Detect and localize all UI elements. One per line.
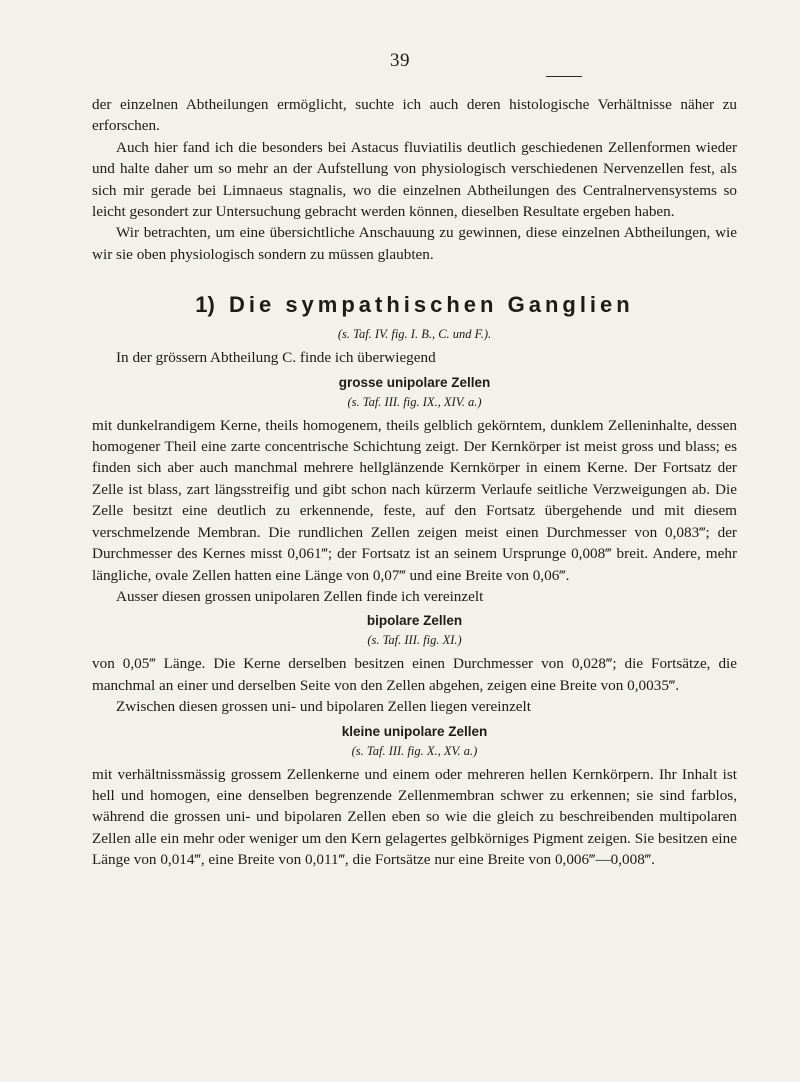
- page-body: [92, 94, 737, 871]
- paragraph-bipolar: von 0,05‴ Länge. Die Kerne derselben besitzen einen Durchmesser von 0,028‴; die Fortsätze, die manchmal an einer und derselben Seite von den Zellen abgehen, zeigen eine Breite von 0,0035‴.: [92, 655, 737, 694]
- paragraph-overview: Wir betrachten, um eine übersichtliche Anschauung zu gewinnen, diese einzelnen Abtheilungen, wie wir sie oben physiologisch sondern zu müssen glaubten.: [92, 224, 737, 263]
- paragraph-continuation: der einzelnen Abtheilungen ermöglicht, suchte ich auch deren histologische Verhältnisse näher zu erforschen.: [92, 96, 737, 135]
- reference-small-unipolar: (s. Taf. III. fig. X., XV. a.): [351, 743, 478, 758]
- paragraph-unipolar-followup: Ausser diesen grossen unipolaren Zellen finde ich vereinzelt: [116, 587, 484, 605]
- section-number: 1): [195, 292, 215, 318]
- page-number-rule: [546, 76, 582, 77]
- subheading-unipolar: grosse unipolare Zellen: [338, 374, 491, 390]
- subheading-small-unipolar: kleine unipolare Zellen: [341, 723, 488, 739]
- paragraph-bipolar-followup: Zwischen diesen grossen uni- und bipolaren Zellen liegen vereinzelt: [116, 698, 531, 716]
- section-reference: (s. Taf. IV. fig. I. B., C. und F.).: [337, 327, 492, 342]
- page-number: 39: [390, 50, 410, 71]
- section-title: Die sympathischen Ganglien: [228, 292, 634, 318]
- reference-bipolar: (s. Taf. III. fig. XI.): [367, 633, 462, 648]
- subheading-bipolar: bipolare Zellen: [366, 613, 463, 629]
- paragraph-unipolar: mit dunkelrandigem Kerne, theils homogenem, theils gelblich gekörntem, dunklem Zelleninhalte, dessen homogener Theil eine zarte concentrische Schichtung zeigt. Der Kernkörper ist meist gross und blass; es finden sich aber auch manchmal mehrere hellglänzende Kernkörper in einem Kerne. Der Fortsatz der Zelle ist blass, zart längsstreifig und gibt schon nach kürzerm Verlaufe seitliche Verzweigungen ab. Die Zelle besitzt eine deutlich zu erkennende, feste, auf den Fortsatz übergehende und mit diesem verschmelzende Membran. Die rundlichen Zellen zeigen meist einen Durchmesser von 0,083‴; der Durchmesser des Kernes misst 0,061‴; der Fortsatz ist an seinem Ursprunge 0,008‴ breit. Andere, mehr längliche, ovale Zellen hatten eine Länge von 0,07‴ und eine Breite von 0,06‴.: [92, 416, 737, 584]
- paragraph-astacus: Auch hier fand ich die besonders bei Astacus fluviatilis deutlich geschiedenen Zellenformen wieder und halte daher um so mehr an der Aufstellung von physiologisch verschiedenen Nervenzellen fest, als sich mir gerade bei Limnaeus stagnalis, wo die einzelnen Abtheilungen des Centralnervensystems so leicht gesondert zur Untersuchung gebracht werden können, dieselben Resultate ergeben haben.: [92, 138, 737, 221]
- paragraph-small-unipolar: mit verhältnissmässig grossem Zellenkerne und einem oder mehreren hellen Kernkörpern. Ihr Inhalt ist hell und homogen, eine denselben begrenzende Zellenmembran schwer zu erkennen; sie sind farblos, während die grossen uni- und bipolaren Zellen eben so wie die gleich zu beschreibenden multipolaren Zellen alle ein mehr oder weniger um den Kern gelagertes gelbkörniges Pigment zeigen. Sie besitzen eine Länge von 0,014‴, eine Breite von 0,011‴, die Fortsätze nur eine Breite von 0,006‴—0,008‴.: [92, 765, 737, 869]
- reference-unipolar: (s. Taf. III. fig. IX., XIV. a.): [347, 394, 482, 409]
- section-heading: [92, 291, 737, 319]
- section-lead: In der grössern Abtheilung C. finde ich überwiegend: [116, 349, 436, 367]
